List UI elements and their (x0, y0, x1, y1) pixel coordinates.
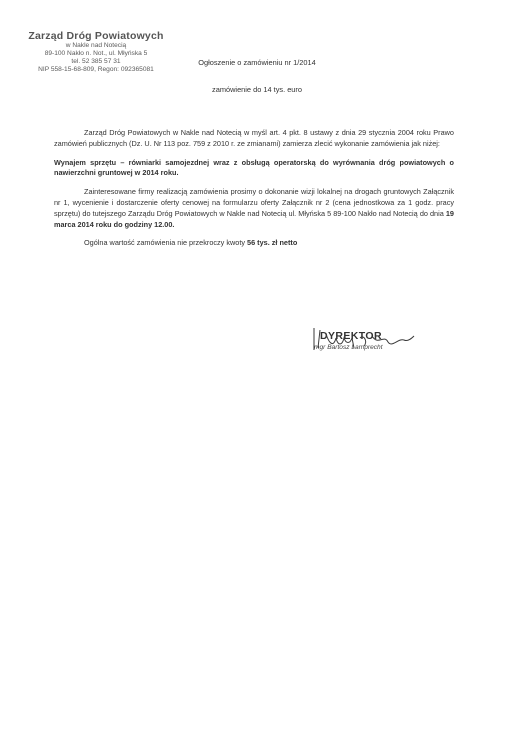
stamp-org-name: Zarząd Dróg Powiatowych (28, 30, 164, 42)
signature-block (300, 330, 440, 351)
paragraph-instructions (54, 187, 454, 230)
deadline-text: 19 marca 2014 roku do godziny 12.00. (54, 208, 454, 229)
paragraph-value (54, 238, 454, 249)
announcement-title: Ogłoszenie o zamówieniu nr 1/2014 (198, 58, 316, 67)
organization-stamp (26, 30, 166, 74)
signature-title: DYREKTOR (320, 330, 382, 342)
paragraph-intro: Zarząd Dróg Powiatowych w Nakle nad Notecią w myśl art. 4 pkt. 8 ustawy z dnia 29 stycznia 2004 roku Prawo zamówień publicznych (Dz. U. Nr 113 poz. 759 z 2010 r. ze zmianami) zamierza zlecić wykonanie zamówienia jak niżej: (54, 128, 454, 148)
announcement-header (172, 58, 342, 94)
signatory-name: mgr Bartosz Lamprecht (314, 344, 383, 351)
instructions-text: Zainteresowane firmy realizacją zamówienia prosimy o dokonanie wizji lokalnej na drogach gruntowych Załącznik nr 1, wycenienie i dostarczenie oferty cenowej na formularzu oferty Załącznik nr 2 (cena jednostkowa za 1 godz. pracy sprzętu) do tutejszego Zarządu Dróg Powiatowych w Nakle nad Notecią ul. Młyńska 5 89-100 Nakło nad Notecią do dnia (54, 187, 454, 218)
stamp-line-3: tel. 52 385 57 31 (71, 58, 121, 65)
stamp-line-1: w Nakle nad Notecią (65, 42, 127, 49)
stamp-line-2: 89-100 Nakło n. Not., ul. Młyńska 5 (44, 50, 148, 57)
handwritten-signature (308, 326, 418, 352)
stamp-line-4: NIP 558-15-68-809, Regon: 092365081 (38, 66, 154, 73)
value-amount: 56 tys. zł netto (247, 238, 298, 248)
value-text: Ogólna wartość zamówienia nie przekroczy kwoty (84, 238, 248, 248)
document-body (54, 128, 454, 257)
announcement-subtitle: zamówienie do 14 tys. euro (212, 85, 302, 94)
paragraph-subject: Wynajem sprzętu – równiarki samojezdnej wraz z obsługą operatorską do wyrównania dróg powiatowych o nawierzchni gruntowej w 2014 roku. (54, 157, 454, 178)
